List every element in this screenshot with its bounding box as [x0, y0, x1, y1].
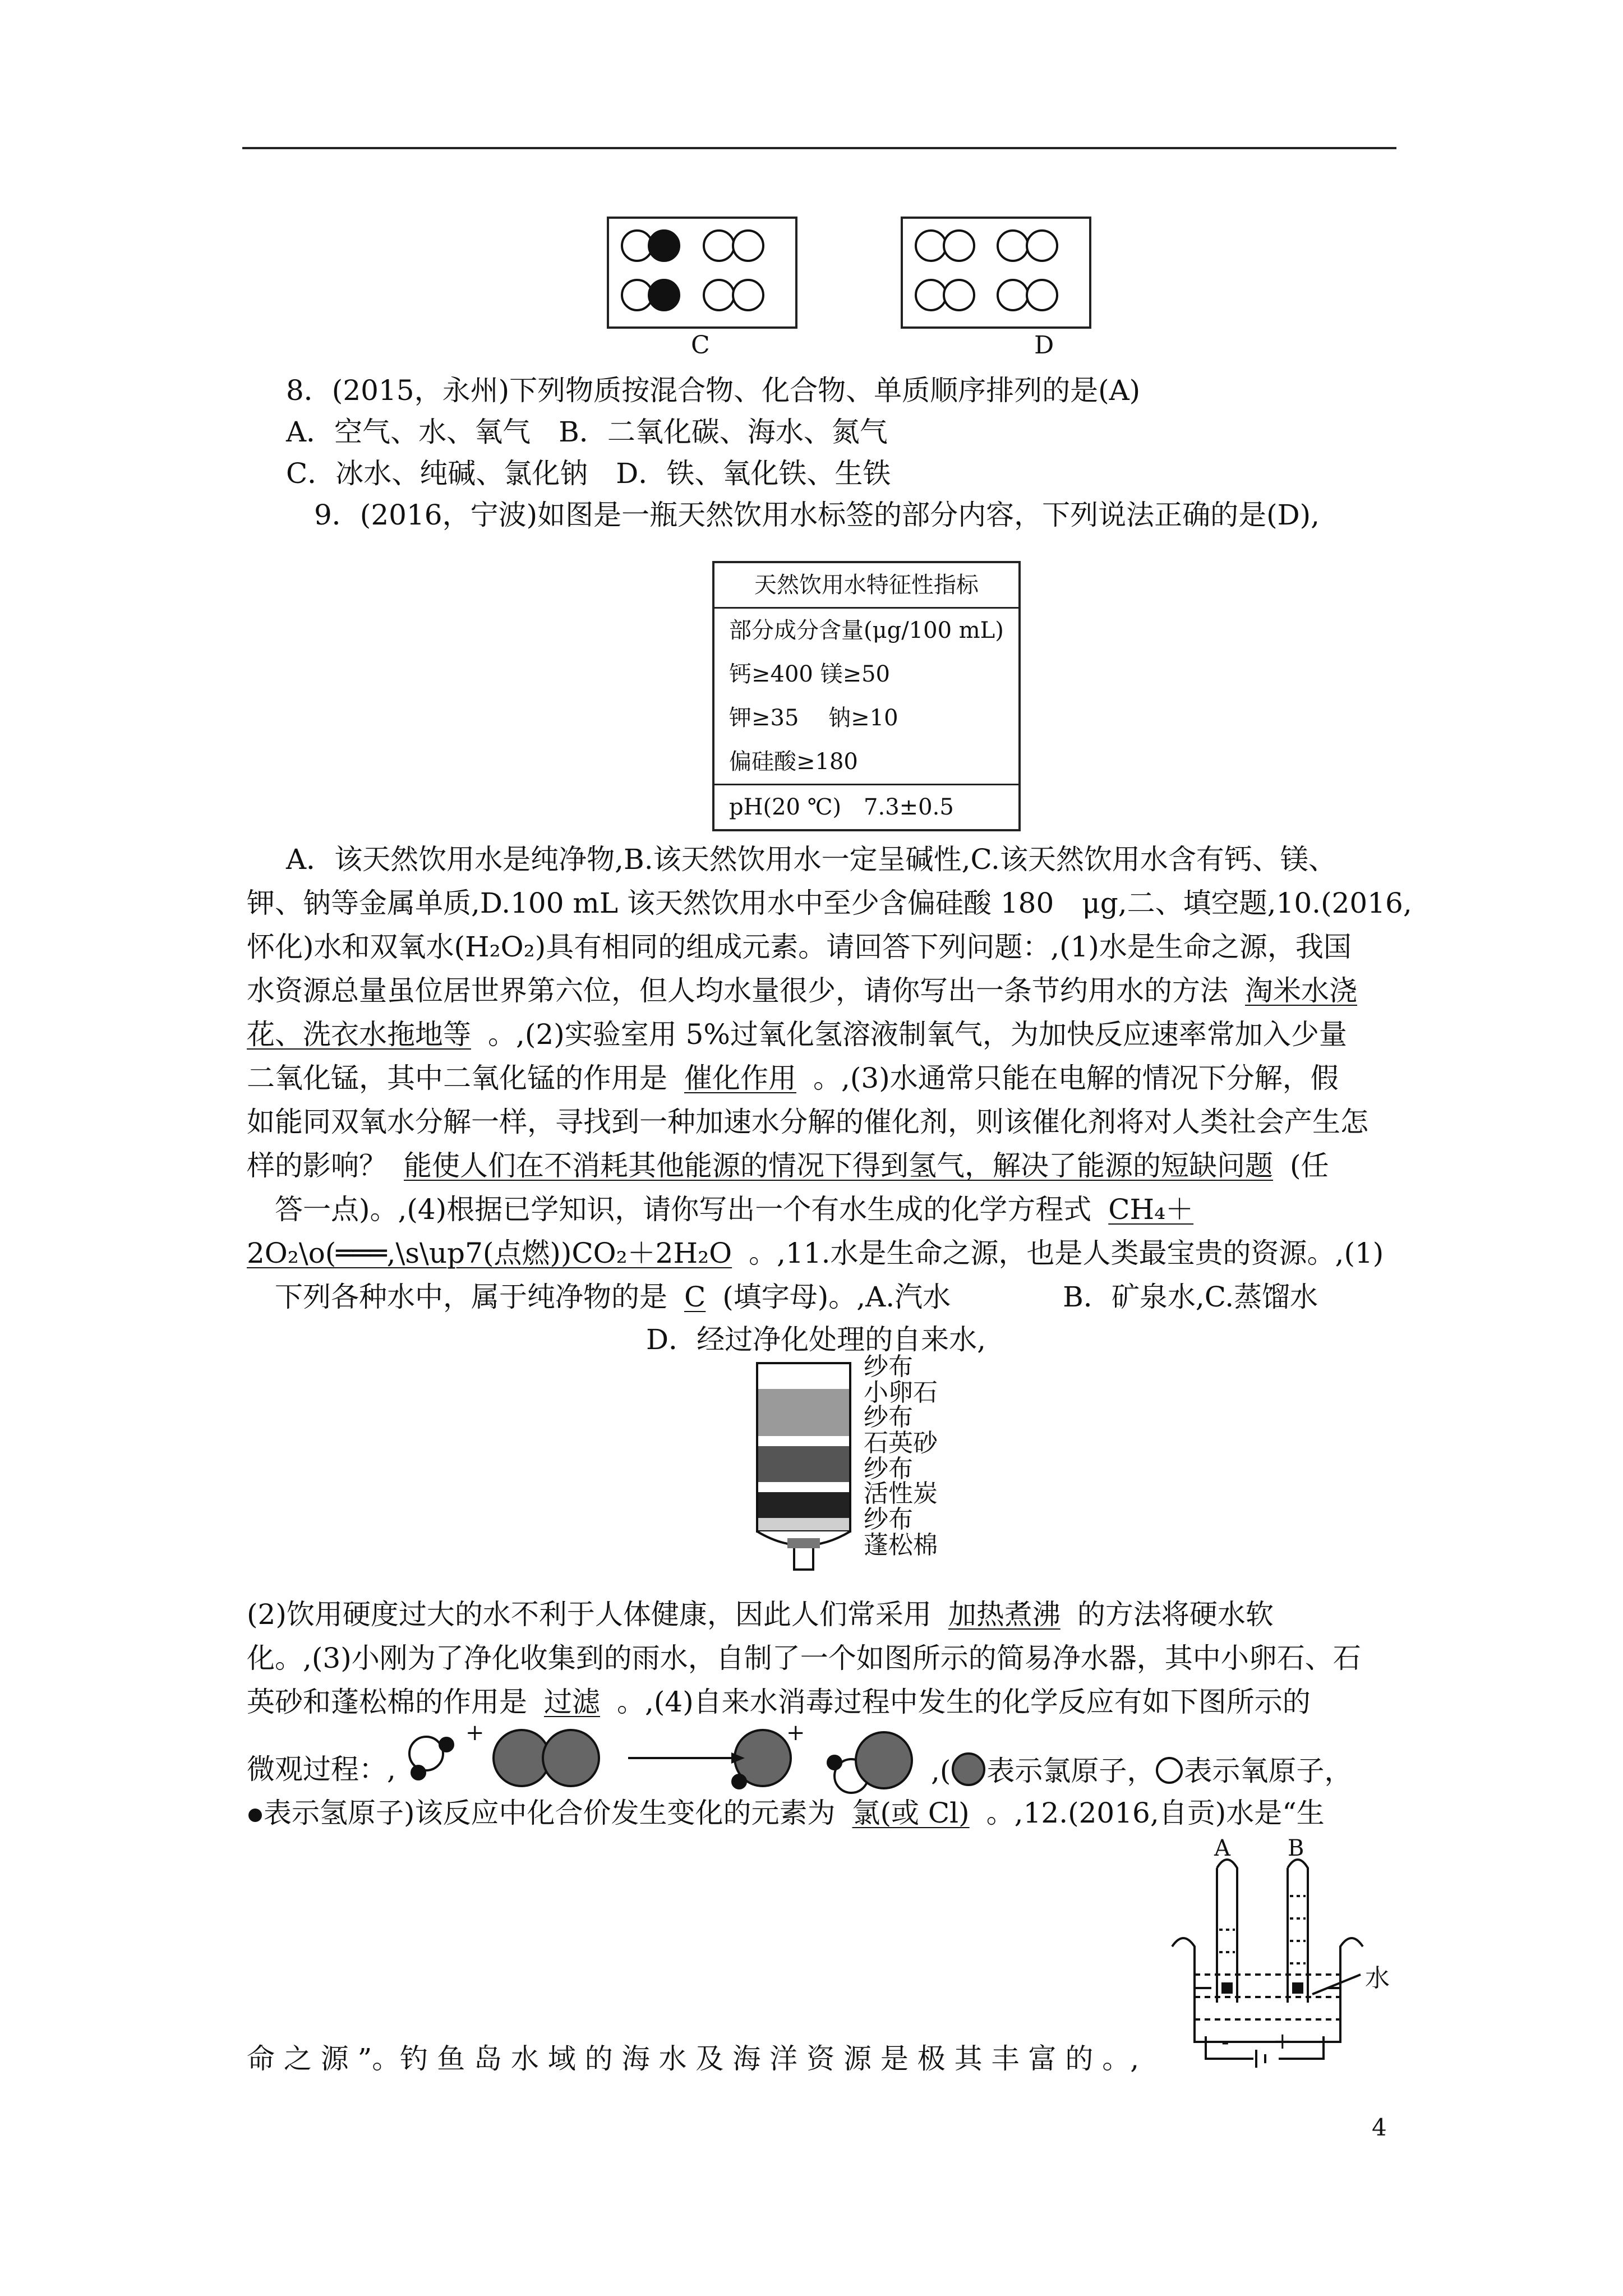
body-line-15-text: 英砂和蓬松棉的作用是 [247, 1686, 527, 1718]
filter-label-pebbles: 小卵石 [864, 1378, 938, 1407]
body-line-8-text: 样的影响？ [247, 1149, 387, 1182]
answer-chlorine: 氯(或 Cl) [852, 1797, 970, 1829]
body-line-4 [247, 974, 1374, 1007]
body-line-14: 化。,(3)小刚为了净化收集到的雨水，自制了一个如图所示的简易净水器，其中小卵石、石 [247, 1642, 1361, 1674]
tube-b-label: B [1288, 1835, 1304, 1861]
legend-chlorine-text: 表示氯原子， [986, 1755, 1155, 1787]
body-line-2: 钾、钠等金属单质,D.100 mL 该天然饮用水中至少含偏硅酸 180 μg,二、填空题,10.(2016, [247, 887, 1412, 919]
body-line-15-post: 。,(4)自来水消毒过程中发生的化学反应有如下图所示的 [617, 1686, 1311, 1718]
answer-pure-water: C [684, 1281, 706, 1313]
reaction-plus-2: + [786, 1720, 805, 1746]
answer-impact: 能使人们在不消耗其他能源的情况下得到氢气，解决了能源的短缺问题 [404, 1149, 1273, 1182]
answer-equation-2: 2O₂\o(═══,\s\up7(点燃))CO₂＋2H₂O [247, 1237, 732, 1269]
filter-label-activated-carbon: 活性炭 [864, 1479, 938, 1508]
label-row-silicic: 偏硅酸≥180 [729, 749, 858, 775]
label-row-ca-mg: 钙≥400 镁≥50 [729, 661, 890, 687]
q8-stem: 8．(2015，永州)下列物质按混合物、化合物、单质顺序排列的是(A) [286, 374, 1141, 407]
hydrogen-atom-icon [247, 1807, 264, 1824]
water-label-table [712, 561, 1021, 831]
body-line-10-text: 。,11.水是生命之源，也是人类最宝贵的资源。,(1) [749, 1237, 1384, 1269]
oxygen-atom-icon [1155, 1757, 1184, 1786]
answer-filtration: 过滤 [544, 1686, 600, 1718]
body-line-9-text: 答一点)。,(4)根据已学知识，请你写出一个有水生成的化学方程式 [275, 1193, 1092, 1226]
answer-catalysis: 催化作用 [684, 1062, 796, 1094]
figure-d-caption: D [1034, 331, 1054, 360]
label-row-ph: pH(20 ℃) 7.3±0.5 [713, 785, 1020, 831]
answer-soften-method: 加热煮沸 [948, 1598, 1061, 1631]
figure-d-molecules [903, 219, 1089, 326]
answer-water-saving-1: 淘米水浇 [1245, 974, 1357, 1007]
body-line-17-post: 。,12.(2016,自贡)水是“生 [986, 1797, 1325, 1829]
legend-open-paren: ,( [931, 1755, 951, 1787]
water-filter-diagram [746, 1358, 869, 1582]
body-line-8-post: (任 [1290, 1149, 1329, 1182]
body-line-17-text: 表示氢原子)该反应中化合价发生变化的元素为 [264, 1797, 836, 1829]
body-line-11-post: (填字母)。,A.汽水 B．矿泉水,C.蒸馏水 [722, 1281, 1318, 1313]
answer-water-saving-2: 花、洗衣水拖地等 [247, 1018, 471, 1051]
body-line-3: 怀化)水和双氧水(H₂O₂)具有相同的组成元素。请回答下列问题：,(1)水是生命之源，我国 [247, 931, 1352, 963]
filter-label-quartz-sand: 石英砂 [864, 1429, 938, 1457]
body-line-1: A．该天然饮用水是纯净物,B.该天然饮用水一定呈碱性,C.该天然饮用水含有钙、镁、 [286, 843, 1336, 876]
reaction-plus-1: + [465, 1720, 485, 1746]
body-line-4-text: 水资源总量虽位居世界第六位，但人均水量很少，请你写出一条节约用水的方法 [247, 974, 1228, 1007]
body-line-16-legend [931, 1752, 1352, 1788]
body-line-13-text: (2)饮用硬度过大的水不利于人体健康，因此人们常采用 [247, 1598, 932, 1631]
q9-stem: 9．(2016，宁波)如图是一瓶天然饮用水标签的部分内容，下列说法正确的是(D), [314, 499, 1320, 531]
figure-c-caption: C [691, 331, 710, 360]
label-header: 部分成分含量(μg/100 mL) [713, 608, 1020, 653]
water-label: 水 [1365, 1964, 1390, 1993]
body-line-5 [247, 1018, 1347, 1051]
answer-equation-1: CH₄＋ [1108, 1193, 1194, 1226]
q8-options-ab: A．空气、水、氧气 B．二氧化碳、海水、氮气 [286, 416, 888, 448]
filter-label-cloth-2: 纱布 [864, 1403, 913, 1432]
body-line-12: D．经过净化处理的自来水, [646, 1323, 986, 1356]
body-line-6-text: 二氧化锰，其中二氧化锰的作用是 [247, 1062, 667, 1094]
body-line-9 [275, 1193, 1210, 1226]
figure-c-box [607, 217, 797, 329]
body-line-8 [247, 1149, 1329, 1182]
legend-oxygen-text: 表示氧原子， [1184, 1755, 1353, 1787]
body-line-7: 如能同双氧水分解一样，寻找到一种加速水分解的催化剂，则该催化剂将对人类社会产生怎 [247, 1106, 1368, 1138]
header-rule [242, 147, 1396, 149]
body-line-5-text: 。,(2)实验室用 5%过氧化氢溶液制氧气，为加快反应速率常加入少量 [488, 1018, 1347, 1051]
tube-a-label: A [1214, 1835, 1230, 1861]
chlorine-atom-icon [951, 1752, 986, 1788]
figure-c-molecules [609, 219, 795, 326]
filter-label-cloth-3: 纱布 [864, 1455, 913, 1483]
filter-label-cloth-1: 纱布 [864, 1352, 913, 1381]
battery-plus-label: + [1273, 2028, 1292, 2054]
body-line-13 [247, 1598, 1274, 1631]
body-line-11 [275, 1280, 1318, 1314]
body-line-17 [247, 1796, 1325, 1830]
label-title: 天然饮用水特征性指标 [754, 572, 979, 598]
body-line-10 [247, 1236, 1384, 1270]
battery-minus-label: - [1221, 2030, 1229, 2055]
body-line-11-text: 下列各种水中，属于纯净物的是 [275, 1281, 667, 1313]
body-line-16-prefix: 微观过程：, [247, 1753, 396, 1786]
filter-label-cotton: 蓬松棉 [864, 1531, 938, 1559]
body-line-6 [247, 1061, 1339, 1095]
body-line-13-post: 的方法将硬水软 [1077, 1598, 1274, 1631]
figure-d-box [901, 217, 1091, 329]
body-line-18: 命 之 源 ”。钓 鱼 岛 水 域 的 海 水 及 海 洋 资 源 是 极 其 丰 富 的 。, [247, 2042, 1140, 2075]
page-number: 4 [1372, 2114, 1387, 2141]
body-line-6-post: 。,(3)水通常只能在电解的情况下分解，假 [813, 1062, 1339, 1094]
q8-options-cd: C．冰水、纯碱、氯化钠 D．铁、氧化铁、生铁 [286, 457, 891, 490]
filter-label-cloth-4: 纱布 [864, 1505, 913, 1534]
label-row-k-na: 钾≥35 钠≥10 [729, 705, 898, 731]
